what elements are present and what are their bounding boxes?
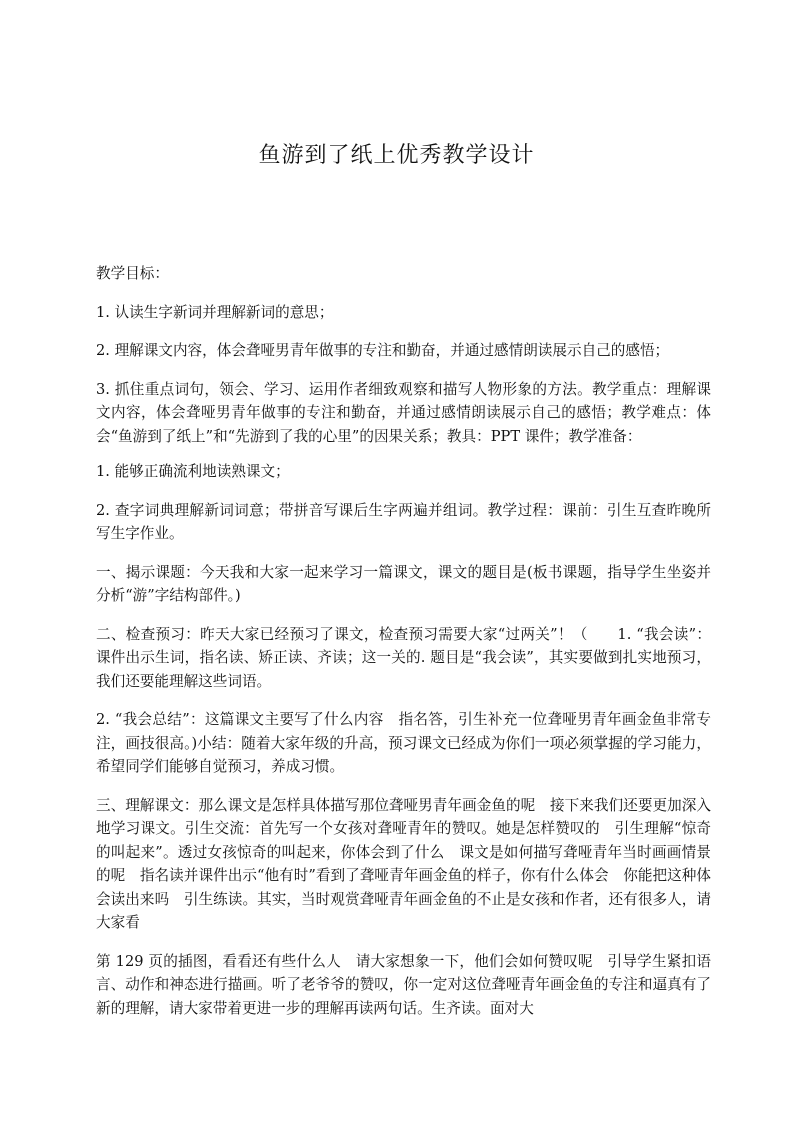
paragraph-objective-2: 2. 理解课文内容，体会聋哑男青年做事的专注和勤奋，并通过感情朗读展示自己的感悟；	[96, 342, 670, 359]
paragraph-objective-3: 3. 抓住重点词句，领会、学习、运用作者细致观察和描写人物形象的方法。教学重点：理解课文内容，体会聋哑男青年做事的专注和勤奋，并通过感情朗读展示自己的感悟；教学难点：体会“鱼游到了纸上”和“先游到了我的心里”的因果关系；教具：PPT 课件；教学准备：	[96, 380, 711, 445]
paragraph-section-2: 二、检查预习：昨天大家已经预习了课文，检查预习需要大家“过两关”！（ 1. “我会读”：课件出示生词，指名读、矫正读、齐读；这一关的. 题目是“我会读”，其实要做到扎实地预习，我们还要能理解这些词语。	[96, 625, 711, 690]
paragraph-objective-1: 1. 认读生字新词并理解新词的意思；	[96, 303, 334, 321]
paragraph-illustration: 第 129 页的插图，看看还有些什么人 请大家想象一下，他们会如何赞叹呢 引导学生紧扣语言、动作和神态进行描画。听了老爷爷的赞叹，你一定对这位聋哑青年画金鱼的专注和逼真有了新的理解，请大家带着更进一步的理解再读两句话。生齐读。面对大	[96, 952, 711, 1017]
paragraph-preparation-1: 1. 能够正确流利地读熟课文；	[96, 463, 290, 480]
paragraph-objectives-heading: 教学目标：	[96, 265, 169, 282]
document-body	[96, 262, 711, 1035]
paragraph-section-3: 三、理解课文：那么课文是怎样具体描写那位聋哑男青年画金鱼的呢 接下来我们还要更加深入地学习课文。引生交流：首先写一个女孩对聋哑青年的赞叹。她是怎样赞叹的 引生理解“惊奇的叫起来”。透过女孩惊奇的叫起来，你体会到了什么 课文是如何描写聋哑青年当时画画情景的呢 指名读并课件出示“他有时”看到了聋哑青年画金鱼的样子，你有什么体会 你能把这种体会读出来吗 引生练读。其实，当时观赏聋哑青年画金鱼的不止是女孩和作者，还有很多人，请大家看	[96, 796, 711, 931]
document-title: 鱼游到了纸上优秀教学设计	[258, 143, 535, 168]
paragraph-preparation-2: 2. 查字词典理解新词词意；带拼音写课后生字两遍并组词。教学过程：课前：引生互查昨晚所写生字作业。	[96, 501, 711, 542]
paragraph-section-1: 一、揭示课题：今天我和大家一起来学习一篇课文，课文的题目是(板书课题，指导学生坐姿并分析“游”字结构部件。)	[96, 563, 711, 604]
paragraph-summary: 2. “我会总结”：这篇课文主要写了什么内容 指名答，引生补充一位聋哑男青年画金鱼非常专注，画技很高。)小结：随着大家年级的升高，预习课文已经成为你们一项必须掌握的学习能力，希望同学们能够自觉预习，养成习惯。	[96, 711, 711, 775]
